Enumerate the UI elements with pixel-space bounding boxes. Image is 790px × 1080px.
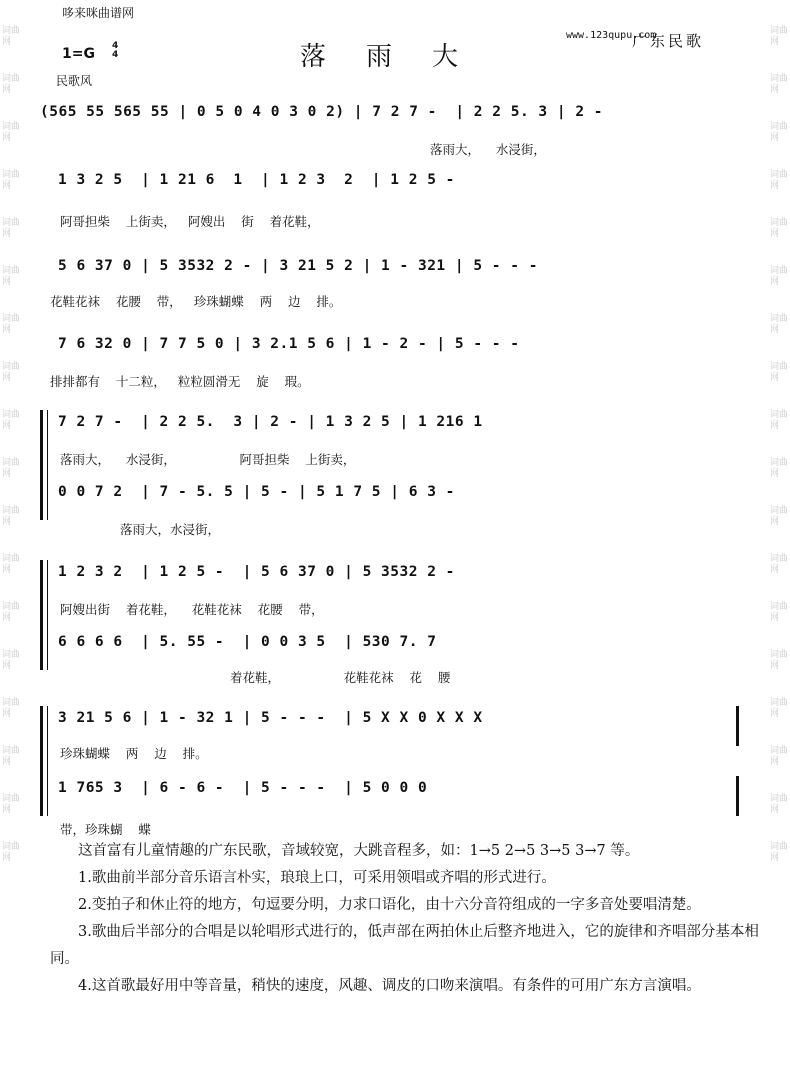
notation-text: 0 0 7 2 | 7 - 5. 5 | 5 - | 5 1 7 5 | 6 3 - [58,484,455,500]
final-barline [736,706,739,746]
lyric-line: 阿哥担柴 上街卖， 阿嫂出 街 着花鞋， [60,214,320,229]
commentary-intro: 这首富有儿童情趣的广东民歌，音域较宽，大跳音程多，如：1→5 2→5 3→5 3→7 等。 [78,843,640,859]
final-barline [736,776,739,816]
notation-line [40,104,740,138]
notation-line [40,414,740,448]
key-signature: 1=G [62,46,95,62]
system-brace-inner [47,706,48,816]
notation-text: 7 2 7 - | 2 2 5. 3 | 2 - | 1 3 2 5 | 1 216 1 [58,414,483,430]
site-name: 哆来咪曲谱网 [62,6,135,20]
commentary [50,838,765,1000]
notation-line [40,564,740,598]
notation-text: 1 765 3 | 6 - 6 - | 5 - - - | 5 0 0 0 [58,780,428,796]
song-source: 广东民歌 [632,32,705,50]
notation-line [40,484,740,518]
lyric-line: 珍珠蝴蝶 两 边 排。 [60,746,208,761]
commentary-item-3: 3.歌曲后半部分的合唱是以轮唱形式进行的，低声部在两拍休止后整齐地进入，它的旋律和齐唱部分基本相同。 [50,924,759,967]
right-watermark-column: 词曲网 词曲网 词曲网 词曲网 词曲网 词曲网 词曲网 词曲网 词曲网 词曲网 词曲网 词曲网 词曲网 词曲网 词曲网 词曲网 词曲网 词曲网 [770,26,789,863]
system-brace [40,706,43,816]
site-url[interactable]: www.123qupu.com [566,30,657,41]
system-brace [40,560,43,670]
system-brace-inner [47,560,48,670]
notation-line [40,780,740,814]
notation-line [40,336,740,370]
commentary-item-1: 1.歌曲前半部分音乐语言朴实，琅琅上口，可采用领唱或齐唱的形式进行。 [78,870,556,886]
lyric-line: 落雨大， 水浸街， [430,142,546,157]
song-title: 落雨大 [300,42,499,72]
lyric-line: 落雨大，水浸街， [120,522,221,537]
left-watermark-column: 词曲网 词曲网 词曲网 词曲网 词曲网 词曲网 词曲网 词曲网 词曲网 词曲网 词曲网 词曲网 词曲网 词曲网 词曲网 词曲网 词曲网 词曲网 [2,26,21,863]
notation-text: 3 21 5 6 | 1 - 32 1 | 5 - - - | 5 X X 0 X X X [58,710,483,726]
notation-text: 1 3 2 5 | 1 21 6 1 | 1 2 3 2 | 1 2 5 - [58,172,455,188]
notation-text: 7 6 32 0 | 7 7 5 0 | 3 2.1 5 6 | 1 - 2 - | 5 - - - [58,336,520,352]
notation-text: 1 2 3 2 | 1 2 5 - | 5 6 37 0 | 5 3532 2 - [58,564,455,580]
notation-line [40,710,740,744]
system-brace [40,410,43,520]
notation-text: 5 6 37 0 | 5 3532 2 - | 3 21 5 2 | 1 - 321 | 5 - - - [58,258,538,274]
notation-line [40,634,740,668]
system-brace-inner [47,410,48,520]
lyric-line: 排排都有 十二粒， 粒粒圆滑无 旋 瑕。 [50,374,310,389]
time-signature: 4 4 [112,41,119,60]
performance-style: 民歌风 [56,74,93,88]
lyric-line: 带，珍珠蝴 蝶 [60,822,151,837]
commentary-item-4: 4.这首歌最好用中等音量，稍快的速度，风趣、调皮的口吻来演唱。有条件的可用广东方言演唱。 [78,978,701,994]
notation-text: (565 55 565 55 | 0 5 0 4 0 3 0 2) | 7 2 7 - | 2 2 5. 3 | 2 - [40,104,604,120]
notation-text: 6 6 6 6 | 5. 55 - | 0 0 3 5 | 530 7. 7 [58,634,437,650]
lyric-line: 落雨大， 水浸街， 阿哥担柴 上街卖， [60,452,356,467]
lyric-line: 花鞋花袜 花腰 带， 珍珠蝴蝶 两 边 排。 [50,294,342,309]
commentary-item-2: 2.变拍子和休止符的地方，句逗要分明，力求口语化，由十六分音符组成的一字多音处要唱清楚。 [78,897,701,913]
lyric-line: 着花鞋， 花鞋花袜 花 腰 [230,670,451,685]
notation-line [40,258,740,292]
notation-line [40,172,740,206]
lyric-line: 阿嫂出街 着花鞋， 花鞋花袜 花腰 带， [60,602,324,617]
